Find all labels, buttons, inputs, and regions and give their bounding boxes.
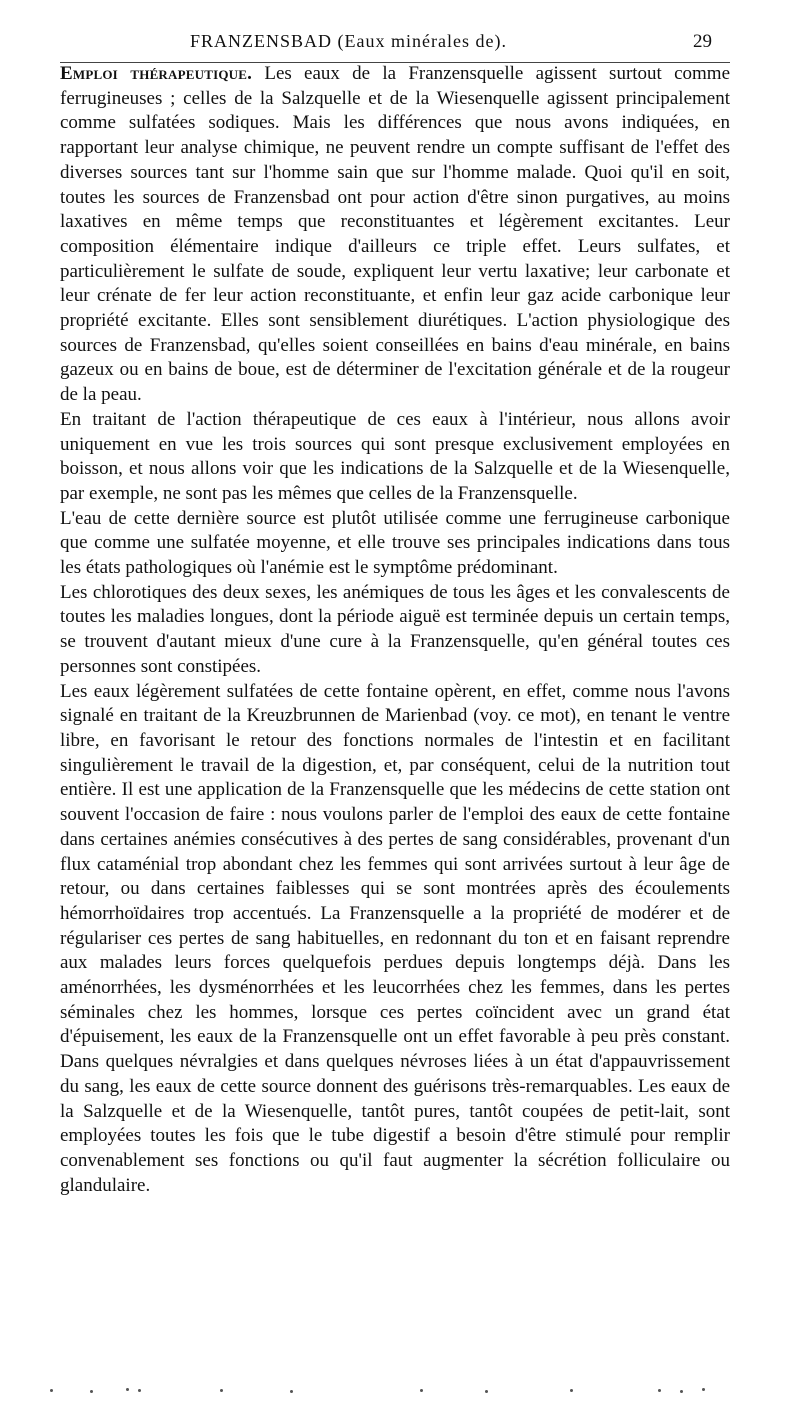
scan-mark: [570, 1389, 573, 1392]
scan-mark: [138, 1389, 141, 1392]
paragraph-4: Les chlorotiques des deux sexes, les anémiques de tous les âges et les convalescents de toutes les maladies longues, dont la période aiguë est terminée depuis un certain temps, se trouvent d'autant mieux d'une cure à la Franzensquelle, qu'en général toutes ces personnes sont constipées.: [60, 581, 730, 677]
scan-mark: [50, 1389, 53, 1392]
footer-scan-marks: [30, 1387, 710, 1395]
scan-mark: [420, 1389, 423, 1392]
scan-mark: [658, 1389, 661, 1392]
page-number: 29: [693, 31, 712, 52]
paragraph-1: [60, 62, 730, 408]
section-label: Emploi thérapeutique.: [60, 63, 253, 84]
scan-mark: [90, 1390, 93, 1393]
running-title: FRANZENSBAD (Eaux minérales de).: [190, 31, 507, 51]
paragraph-5: Les eaux légèrement sulfatées de cette fontaine opèrent, en effet, comme nous l'avons signalé en traitant de la Kreuzbrunnen de Marienbad (voy. ce mot), en tenant le ventre libre, en favorisant le retour des fonctions normales de l'intestin et en facilitant singulièrement le travail de la digestion, et, par conséquent, celui de la nutrition tout entière. Il est une application de la Franzensquelle que les médecins de cette station ont souvent l'occasion de faire : nous voulons parler de l'emploi des eaux de cette fontaine dans certaines anémies consécutives à des pertes de sang considérables, provenant d'un flux cataménial trop abondant chez les femmes qui sont arrivées surtout à leur âge de retour, ou dans certaines faiblesses qui se sont montrées après des écoulements hémorrhoïdaires trop accentués. La Franzensquelle a la propriété de modérer et de régulariser ces pertes de sang habituelles, en redonnant du ton et en faisant reprendre aux malades leurs forces quelquefois perdues depuis longtemps déjà. Dans les aménorrhées, les dysménorrhées et les leucorrhées chez les femmes, dans les pertes séminales chez les hommes, lorsque ces pertes coïncident avec un grand état d'épuisement, les eaux de la Franzensquelle ont un effet favorable à peu près constant. Dans quelques névralgies et dans quelques névroses liées à un état d'appauvrissement du sang, les eaux de cette source donnent des guérisons très-remarquables. Les eaux de la Salzquelle et de la Wiesenquelle, tantôt pures, tantôt coupées de petit-lait, sont employées toutes les fois que le tube digestif a besoin d'être stimulé pour remplir convenablement ses fonctions ou qu'il faut augmenter la sécrétion folliculaire ou glandulaire.: [60, 680, 730, 1196]
scan-mark: [680, 1390, 683, 1393]
paragraph-3: L'eau de cette dernière source est plutôt utilisée comme une ferrugineuse carbonique que comme une sulfatée moyenne, et elle trouve ses principales indications dans tous les états pathologiques où l'anémie est le symptôme prédominant.: [60, 507, 730, 579]
scan-mark: [220, 1389, 223, 1392]
scan-mark: [485, 1390, 488, 1393]
main-text: [60, 62, 730, 1198]
scan-mark: [702, 1388, 705, 1391]
paragraph-2: En traitant de l'action thérapeutique de ces eaux à l'intérieur, nous allons avoir uniquement en vue les trois sources qui sont presque exclusivement employées en boisson, et nous allons voir que les indications de la Salzquelle et de la Wiesenquelle, par exemple, ne sont pas les mêmes que celles de la Franzensquelle.: [60, 408, 730, 504]
scan-mark: [126, 1388, 129, 1391]
paragraph-1-text: Les eaux de la Franzensquelle agissent surtout comme ferrugineuses ; celles de la Salzquelle et de la Wiesenquelle agissent principalement comme sulfatées sodiques. Mais les différences que nous avons indiquées, en rapportant leur analyse chimique, ne peuvent rendre un compte suffisant de l'effet des diverses sources tant sur l'homme sain que sur l'homme malade. Quoi qu'il en soit, toutes les sources de Franzensbad ont pour action d'être sinon purgatives, au moins laxatives en même temps que reconstituantes et légèrement excitantes. Leur composition élémentaire indique d'ailleurs ce triple effet. Leurs sulfates, et particulièrement le sulfate de soude, expliquent leur vertu laxative; leur carbonate et leur crénate de fer leur action reconstituante, et enfin leur gaz acide carbonique leur propriété excitante. Elles sont sensiblement diurétiques. L'action physiologique des sources de Franzensbad, qu'elles soient conseillées en bains d'eau minérale, en bains gazeux ou en bains de boue, est de déterminer de l'excitation générale et de la rougeur de la peau.: [60, 63, 731, 406]
page-header: [0, 25, 800, 65]
scan-mark: [290, 1390, 293, 1393]
